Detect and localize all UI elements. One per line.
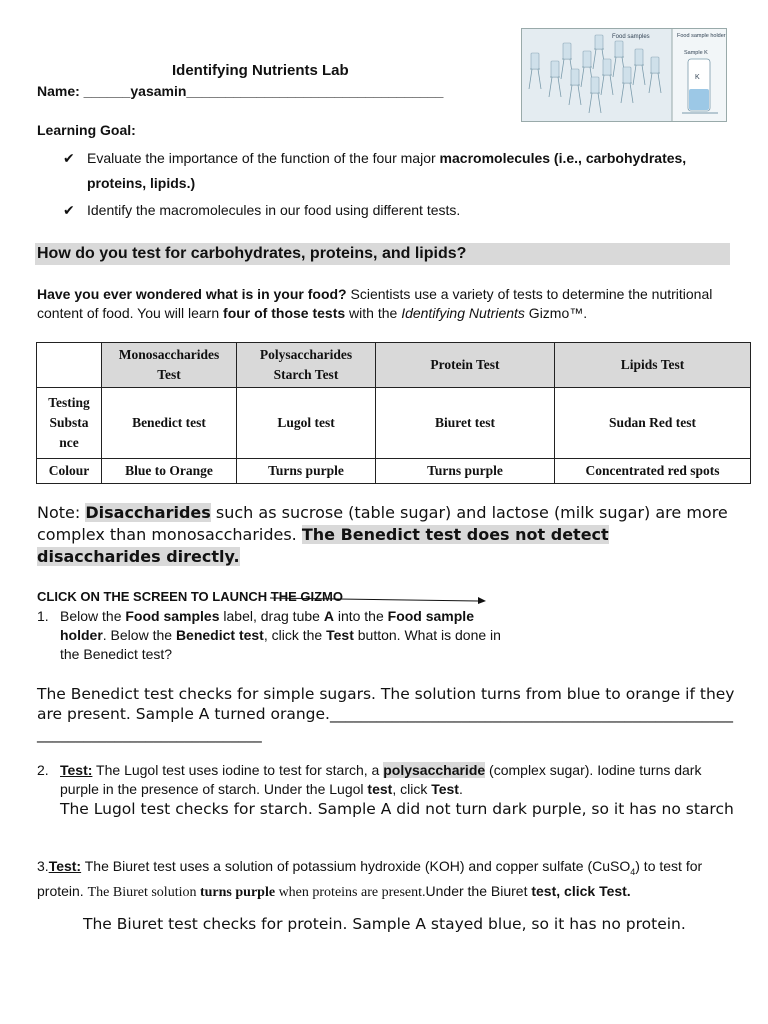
goal-1-bold: macromolecules (i.e., carbohydrates, proteins, lipids.): [87, 150, 687, 191]
learning-goal-1: [63, 146, 687, 196]
step-text: The Biuret test uses a solution of potassium hydroxide (KOH) and copper sulfate (CuSO: [81, 858, 631, 874]
step-number: 1.: [37, 608, 49, 624]
step-text: , click the: [263, 627, 327, 643]
step-bold: Food samples: [125, 608, 220, 624]
table-cell: Turns purple: [237, 459, 376, 484]
section-banner: How do you test for carbohydrates, proteins, and lipids?: [35, 243, 730, 265]
table-row: [37, 459, 751, 484]
table-cell: Colour: [37, 459, 102, 484]
learning-goal-2: [63, 198, 687, 223]
checkmark-icon: ✔: [63, 202, 75, 218]
note-highlight: Disaccharides: [85, 503, 211, 522]
intro-italic: Identifying Nutrients: [401, 305, 525, 321]
step-text: button. What is done in the Benedict test?: [60, 627, 501, 662]
gizmo-tube-letter: K: [695, 74, 700, 81]
answer-2[interactable]: The Lugol test checks for starch. Sample A did not turn dark purple, so it has no starch: [60, 800, 734, 818]
step-test-label: Test:: [60, 762, 93, 778]
step-text: label, drag tube: [219, 608, 324, 624]
step-1: [37, 607, 520, 664]
gizmo-illustration: [522, 29, 726, 121]
step-number: 2.: [37, 762, 49, 778]
step-serif-bold: turns purple: [199, 884, 276, 900]
table-header-cell: Protein Test: [376, 343, 555, 388]
step-text: (complex sugar). Iodine turns dark purple in the presence of starch. Under the Lugol: [60, 762, 702, 797]
note-text: Note:: [37, 503, 86, 522]
table-header-cell: Monosaccharides Test: [102, 343, 237, 388]
step-highlight: polysaccharide: [383, 762, 486, 778]
table-cell: Biuret test: [376, 388, 555, 459]
step-3: [37, 857, 737, 902]
table-header-row: [37, 343, 751, 388]
table-cell: Testing Substa nce: [37, 388, 102, 459]
step-serif-text: The Biuret solution: [87, 884, 200, 900]
table-cell: Benedict test: [102, 388, 237, 459]
answer-1[interactable]: The Benedict test checks for simple sugars. The solution turns from blue to orange if they are present. Sample A turned orange._________________________________________________________________________________: [37, 685, 735, 743]
step-bold: A: [323, 608, 334, 624]
intro-paragraph: [37, 285, 737, 323]
table-header-cell: Polysaccharides Starch Test: [237, 343, 376, 388]
step-text: Below the: [60, 608, 126, 624]
step-text: ) to test for protein.: [37, 858, 703, 899]
gizmo-food-samples-label: Food samples: [612, 34, 650, 40]
step-bold: Benedict test: [175, 627, 264, 643]
subscript: 4: [630, 866, 636, 877]
gizmo-sample-label: Sample K: [684, 50, 708, 56]
step-bold: test: [367, 781, 393, 797]
arrow-right-icon: [270, 592, 490, 604]
launch-gizmo-link[interactable]: CLICK ON THE SCREEN TO LAUNCH THE GIZMO: [37, 589, 343, 604]
checkmark-icon: ✔: [63, 150, 75, 166]
note-text: such as sucrose (table sugar) and lactose (milk sugar) are more complex than monosaccharides.: [37, 503, 728, 544]
nutrient-tests-table: [36, 342, 751, 484]
page-title: Identifying Nutrients Lab: [172, 62, 349, 79]
table-cell: Turns purple: [376, 459, 555, 484]
gizmo-thumbnail[interactable]: [521, 28, 727, 122]
intro-text: Gizmo™.: [524, 305, 588, 321]
gizmo-holder-label: Food sample holder: [677, 33, 726, 39]
note-bold-highlight: The Benedict test does not detect disaccharides directly.: [37, 525, 609, 566]
intro-text: Scientists use a variety of tests to determine the nutritional content of food. You will learn: [37, 286, 713, 321]
intro-bold: four of those tests: [223, 305, 346, 321]
learning-goal-label: Learning Goal:: [37, 122, 136, 138]
step-text: , click: [392, 781, 432, 797]
step-number: 3.: [37, 858, 49, 874]
table-cell: Lugol test: [237, 388, 376, 459]
disaccharide-note: [37, 502, 737, 568]
table-row: [37, 388, 751, 459]
goal-1-text: Evaluate the importance of the function of the four major: [87, 150, 440, 166]
step-serif-text: when proteins are present.: [275, 884, 426, 900]
intro-text: with the: [345, 305, 402, 321]
step-text: . Below the: [102, 627, 176, 643]
table-cell: Blue to Orange: [102, 459, 237, 484]
intro-question: Have you ever wondered what is in your food?: [37, 286, 347, 302]
step-bold: test, click Test.: [531, 882, 631, 899]
step-2: [37, 761, 740, 799]
table-header-cell: [37, 343, 102, 388]
table-cell: Concentrated red spots: [555, 459, 751, 484]
name-field[interactable]: Name: ______yasamin_________________________________: [37, 83, 444, 99]
step-bold: Food sample holder: [60, 608, 474, 643]
step-text: .: [458, 781, 463, 797]
step-bold: Test: [326, 627, 354, 643]
answer-3[interactable]: The Biuret test checks for protein. Sample A stayed blue, so it has no protein.: [83, 915, 686, 933]
step-text: The Lugol test uses iodine to test for starch, a: [92, 762, 384, 778]
table-cell: Sudan Red test: [555, 388, 751, 459]
step-bold: Test: [431, 781, 459, 797]
step-text: into the: [333, 608, 388, 624]
goal-2-text: Identify the macromolecules in our food using different tests.: [87, 202, 461, 218]
table-header-cell: Lipids Test: [555, 343, 751, 388]
step-text: Under the Biuret: [425, 882, 532, 899]
step-test-label: Test:: [48, 858, 82, 874]
